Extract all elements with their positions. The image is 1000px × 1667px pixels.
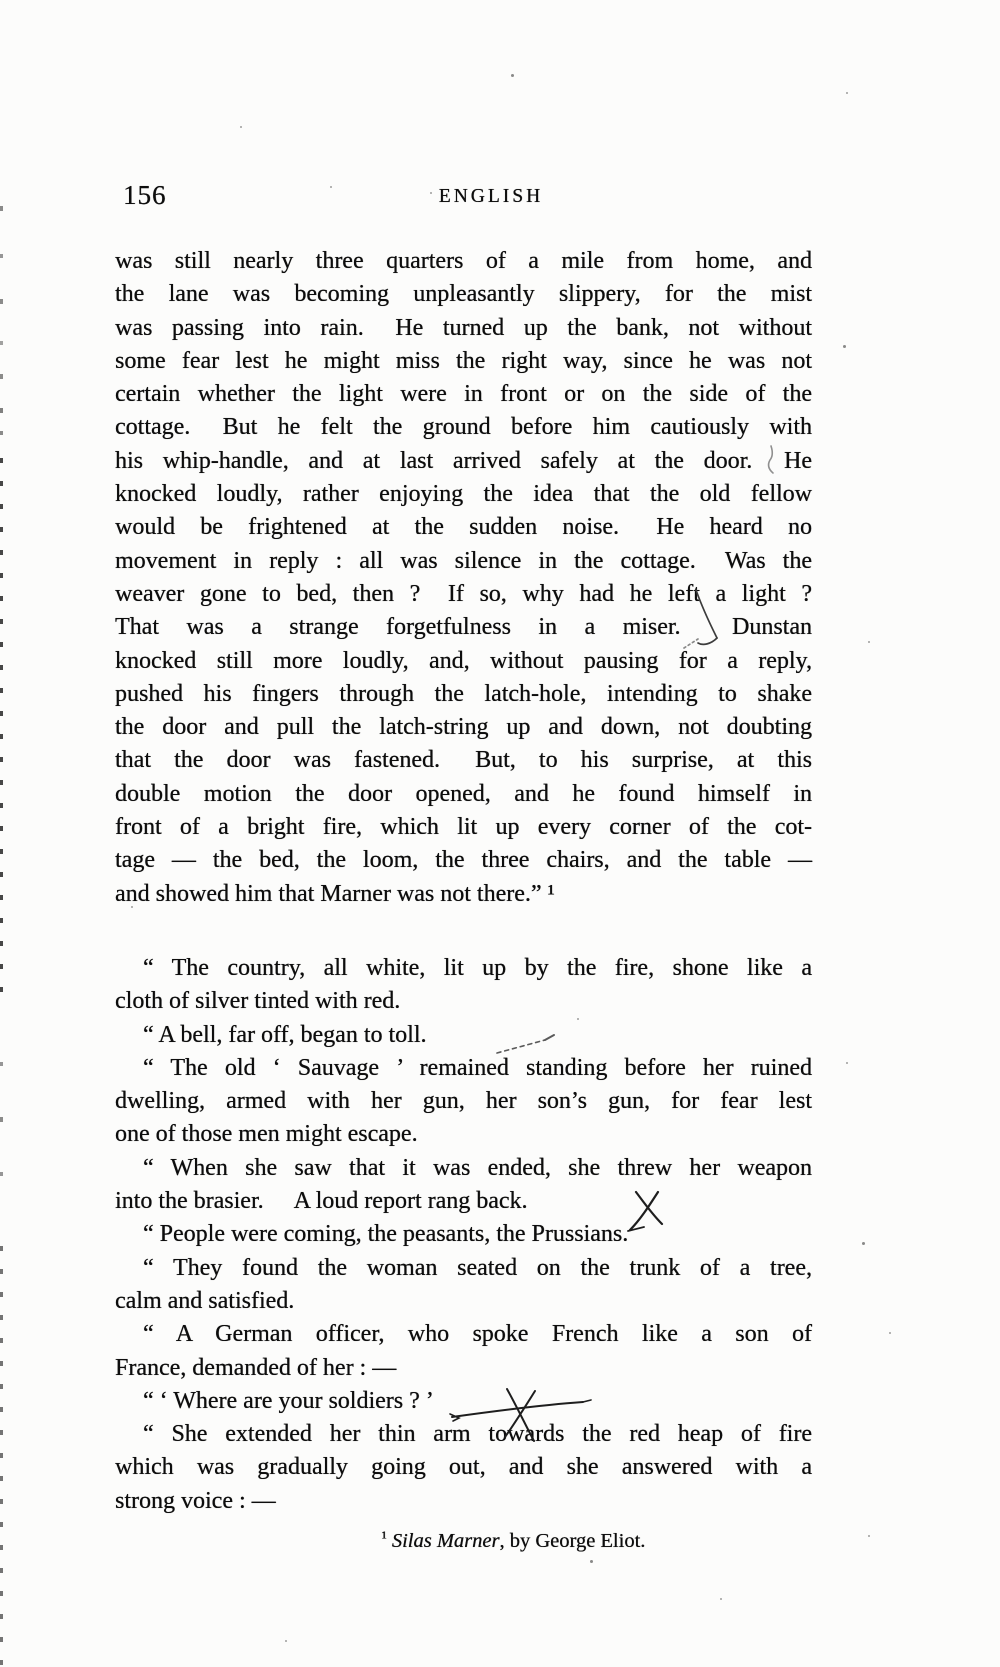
- text-line: into the brasier. A loud report rang back.: [115, 1188, 528, 1215]
- footnote-marker: ¹: [381, 1528, 387, 1547]
- text-line: dwelling, armed with her gun, her son’s gun, for fear lest: [115, 1088, 812, 1115]
- text-line: calm and satisfied.: [115, 1287, 295, 1314]
- text-line: was passing into rain. He turned up the bank, not without: [115, 314, 812, 341]
- text-line: his whip-handle, and at last arrived safely at the door. He: [115, 447, 812, 474]
- text-line: “ The old ‘ Sauvage ’ remained standing before her ruined: [143, 1054, 812, 1081]
- text-line: the lane was becoming unpleasantly slippery, for the mist: [115, 281, 812, 308]
- text-line: that the door was fastened. But, to his surprise, at this: [115, 747, 812, 774]
- text-line: weaver gone to bed, then ? If so, why had he left a light ?: [115, 580, 812, 607]
- text-line: “ A bell, far off, began to toll.: [143, 1021, 427, 1048]
- footnote-title: Silas Marner: [391, 1530, 500, 1552]
- text-line: one of those men might escape.: [115, 1121, 418, 1148]
- running-title: ENGLISH: [438, 186, 544, 207]
- paragraph-silas-marner-excerpt: [115, 245, 812, 911]
- text-line: and showed him that Marner was not there.” ¹: [115, 880, 555, 907]
- text-line: “ They found the woman seated on the trunk of a tree,: [143, 1254, 812, 1281]
- text-line: knocked still more loudly, and, without pausing for a reply,: [115, 647, 812, 674]
- text-line: “ When she saw that it was ended, she threw her weapon: [143, 1154, 812, 1181]
- text-line: cloth of silver tinted with red.: [115, 988, 401, 1015]
- text-line: knocked loudly, rather enjoying the idea that the old fellow: [115, 481, 812, 508]
- text-line: strong voice : —: [115, 1487, 276, 1514]
- text-line: would be frightened at the sudden noise. He heard no: [115, 514, 812, 541]
- footnote-rest: , by George Eliot.: [499, 1530, 646, 1552]
- text-line: France, demanded of her : —: [115, 1354, 397, 1381]
- text-line: movement in reply : all was silence in the cottage. Was the: [115, 547, 812, 574]
- text-line: the door and pull the latch-string up and down, not doubting: [115, 714, 812, 741]
- text-line: which was gradually going out, and she answered with a: [115, 1454, 812, 1481]
- text-line: “ She extended her thin arm towards the red heap of fire: [143, 1421, 812, 1448]
- text-line: That was a strange forgetfulness in a miser. Dunstan: [115, 614, 812, 641]
- text-line: double motion the door opened, and he found himself in: [115, 780, 812, 807]
- text-line: certain whether the light were in front or on the side of the: [115, 381, 812, 408]
- text-line: “ A German officer, who spoke French like a son of: [143, 1321, 812, 1348]
- text-line: cottage. But he felt the ground before him cautiously with: [115, 414, 812, 441]
- text-line: was still nearly three quarters of a mile from home, and: [115, 248, 812, 274]
- text-line: “ ‘ Where are your soldiers ? ’: [143, 1387, 434, 1414]
- text-line: “ People were coming, the peasants, the Prussians.: [143, 1221, 629, 1248]
- footnote: [115, 1528, 862, 1553]
- text-line: tage — the bed, the loom, the three chairs, and the table —: [115, 847, 812, 874]
- text-line: “ The country, all white, lit up by the fire, shone like a: [143, 955, 812, 981]
- page-number: 156: [123, 180, 167, 210]
- paragraph-quoted-passage: [115, 952, 812, 1518]
- text-line: front of a bright fire, which lit up every corner of the cot-: [115, 814, 812, 841]
- page-header: [115, 180, 812, 214]
- text-line: pushed his fingers through the latch-hole, intending to shake: [115, 680, 812, 707]
- text-line: some fear lest he might miss the right way, since he was not: [115, 347, 812, 374]
